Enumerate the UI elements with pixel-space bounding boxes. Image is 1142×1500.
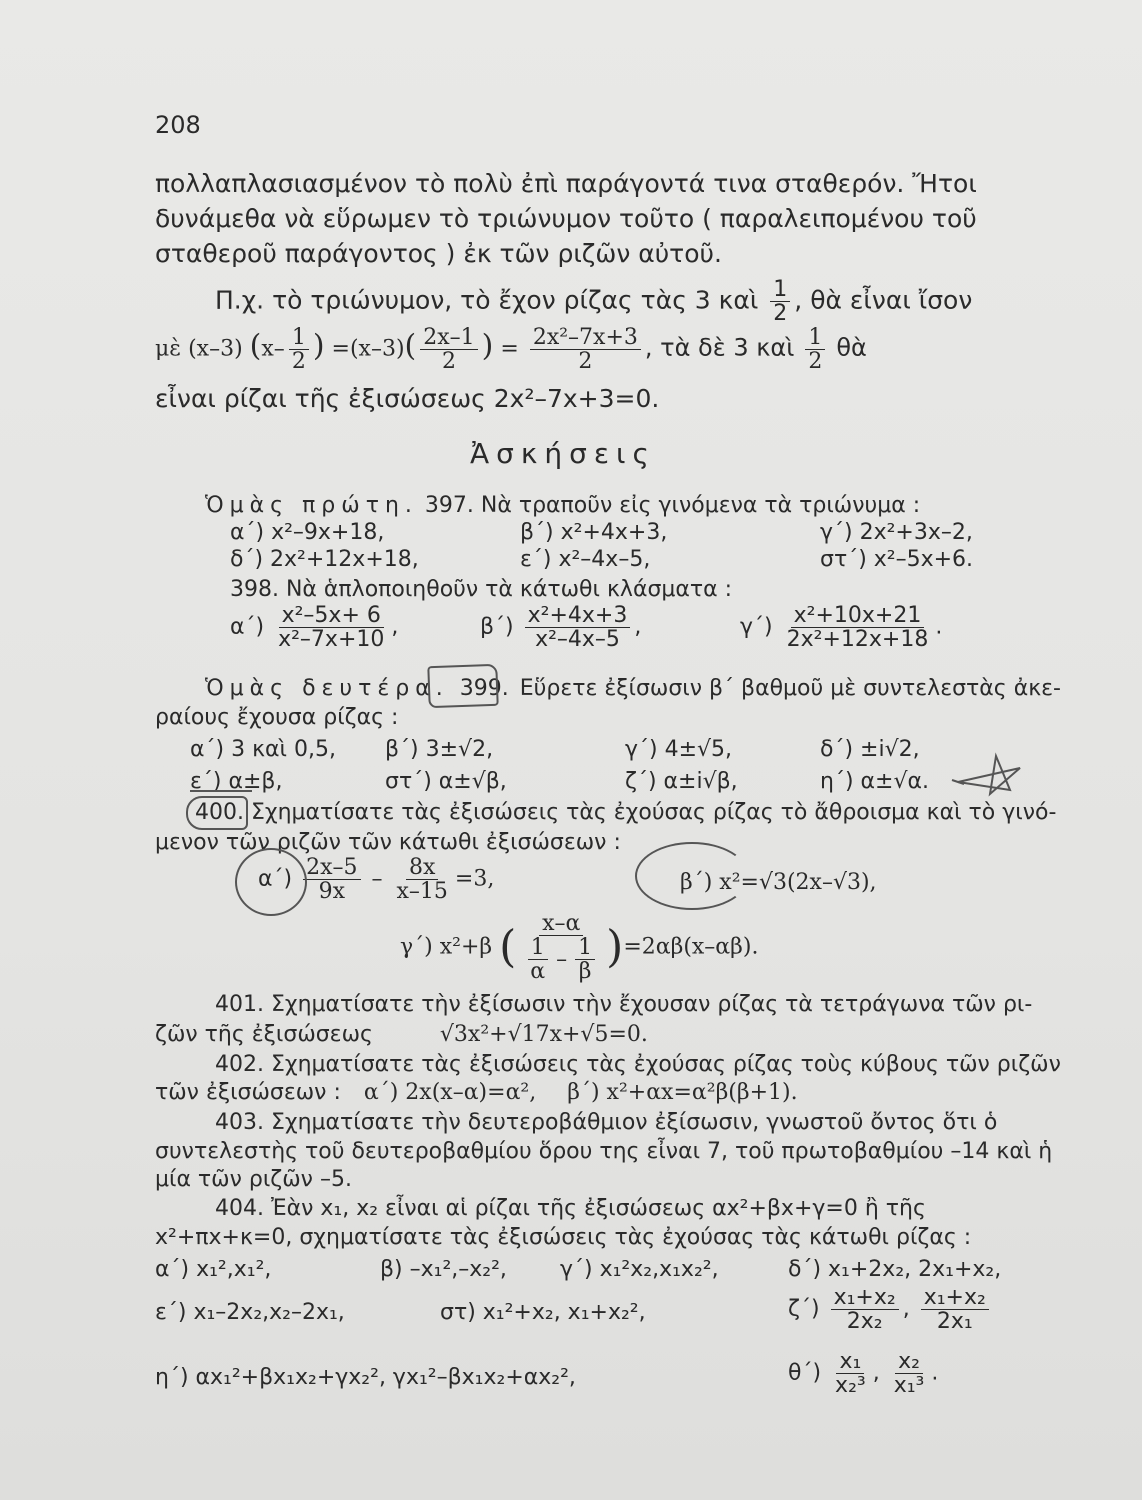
ex397-item: ε΄) x²–4x–5,	[520, 547, 651, 572]
group1-header	[205, 493, 920, 518]
fraction: $\frac{8x}{x-15}$	[396, 855, 448, 905]
example-text: μὲ (x–3)	[155, 336, 243, 362]
minus-sign: –	[556, 947, 568, 973]
ex397-text: 397. Νὰ τραποῦν εἰς γινόμενα τὰ τριώνυμα :	[424, 493, 921, 518]
frac-label: γ΄)	[740, 614, 773, 640]
ex403-line-1: 403. Σχηματίσατε τὴν δευτεροβάθμιον ἐξίσωσιν, γνωστοῦ ὄντος ὅτι ὁ	[215, 1110, 998, 1135]
ex402-text: τῶν ἐξισώσεων :	[155, 1080, 341, 1105]
section-heading: Ἀσκήσεις	[470, 437, 656, 470]
fraction: $\frac{2x-5}{9x}$	[303, 856, 360, 903]
ex399-item: α΄) 3 καὶ 0,5,	[190, 737, 336, 762]
ex404-root: ε΄) x₁–2x₂,x₂–2x₁,	[155, 1300, 345, 1325]
ex400-line-1	[195, 800, 1056, 825]
fraction: $\frac{1}{\alpha}$	[527, 936, 548, 983]
ex399-item: ζ΄) α±i√β,	[625, 769, 738, 794]
ex400-b: β΄) x²=√3(2x–√3),	[680, 870, 877, 895]
eq-end: =3,	[454, 866, 495, 892]
ex402-line-2	[155, 1080, 798, 1105]
fraction-half: $\frac{1}{2}$	[289, 326, 309, 373]
intro-line-1: πολλαπλασιασμένον τὸ πολὺ ἐπὶ παράγοντά τινα σταθερόν. Ἤτοι	[155, 169, 977, 198]
fraction: $\frac{\text{x₁+x₂}}{\text{2x₂}}$	[831, 1286, 899, 1333]
ex404-root: η΄) αx₁²+βx₁x₂+γx₂², γx₁²–βx₁x₂+αx₂²,	[155, 1365, 576, 1390]
ex399-item: η΄) α±√α.	[820, 769, 929, 794]
frac-label: α΄)	[230, 614, 265, 640]
group2-header	[205, 676, 1061, 701]
example-text: =	[500, 336, 519, 362]
example-text: , θὰ εἶναι ἴσον	[794, 285, 973, 315]
ex402-item: β΄) x²+αx=α²β(β+1).	[567, 1080, 798, 1105]
nested-denominator	[520, 936, 602, 983]
ex401-equation: √3x²+√17x+√5=0.	[439, 1022, 648, 1047]
ex397-item: β΄) x²+4x+3,	[520, 520, 668, 545]
pen-star-mark	[950, 750, 1030, 800]
ex403-line-3: μία τῶν ριζῶν –5.	[155, 1167, 352, 1192]
intro-line-2: δυνάμεθα νὰ εὕρωμεν τὸ τριώνυμον τοῦτο ( παραλειπομένου τοῦ	[155, 204, 977, 233]
fraction: $\frac{\text{x²+10x+21}}{\text{2x²+12x+18}}$	[786, 603, 929, 653]
fraction-trinomial: $\frac{\text{2x²–7x+3}}{2}$	[530, 326, 641, 373]
page-number: 208	[155, 111, 201, 139]
minus-sign: –	[371, 866, 383, 892]
ex400-text: Σχηματίσατε τὰς ἐξισώσεις τὰς ἐχούσας ρίζας τὸ ἄθροισμα καὶ τὸ γινό-	[250, 800, 1057, 825]
ex404-root: γ΄) x₁²x₂,x₁x₂²,	[560, 1257, 719, 1282]
fraction: $\frac{1}{\beta}$	[575, 936, 595, 983]
fraction-half: $\frac{1}{2}$	[805, 326, 825, 373]
ex402-item: α΄) 2x(x–α)=α²,	[363, 1080, 537, 1105]
ex401-text: ζῶν τῆς ἐξισώσεως	[155, 1022, 373, 1047]
ex399-item: στ΄) α±√β,	[385, 769, 507, 794]
pen-box-mark	[186, 796, 248, 830]
fraction: $\frac{\text{x²+4x+3}}{\text{x²–4x–5}}$	[525, 604, 631, 651]
ex404-root-z: ζ΄) $\frac{\text{x₁+x₂}}{\text{2x₂}}$ , $\frac{\text{x₁+x₂}}{\text{2x₁}}$	[788, 1286, 993, 1333]
pen-underline-mark	[190, 790, 252, 795]
frac-end: ,	[634, 614, 642, 640]
ex404-root: β) –x₁²,–x₂²,	[380, 1257, 507, 1282]
fraction: $\frac{\text{x₁}}{\text{x₂³}}$	[835, 1349, 866, 1399]
example-line-b: μὲ (x–3) (x– $\frac{1}{2}$ ) =(x–3)( $\frac{2x-1}{2}$ ) = $\frac{\text{2x²–7x+3}}{2}$ , τὰ δὲ 3 καὶ $\frac{1}{2}$ θὰ	[155, 325, 867, 375]
fraction: $\frac{\text{x₁+x₂}}{\text{2x₁}}$	[921, 1286, 989, 1333]
ex399-number: 399.	[459, 676, 509, 701]
ex402-line-1: 402. Σχηματίσατε τὰς ἐξισώσεις τὰς ἐχούσας ρίζας τοὺς κύβους τῶν ριζῶν	[215, 1052, 1061, 1077]
ex400-g: γ΄) x²+β ( x–α $\frac{1}{\alpha}$ – $\frac{1}{\beta}$ )=2αβ(x–αβ).	[400, 911, 759, 985]
fraction: $\frac{\text{x²–5x+ 6}}{\text{x²–7x+10}}$	[278, 603, 385, 653]
ex400-line-2: μενον τῶν ριζῶν τῶν κάτωθι ἐξισώσεων :	[155, 830, 621, 855]
ex397-item: α΄) x²–9x+18,	[230, 520, 385, 545]
intro-line-3: σταθεροῦ παράγοντος ) ἐκ τῶν ριζῶν αὐτοῦ.	[155, 239, 722, 268]
ex399-text: Εὕρετε ἐξίσωσιν β΄ βαθμοῦ μὲ συντελεστὰς ἀκε-	[519, 676, 1061, 701]
ex398-frac-b	[480, 604, 641, 651]
example-text: =(x–3)	[331, 336, 405, 362]
ex403-line-2: συντελεστὴς τοῦ δευτεροβαθμίου ὅρου της εἶναι 7, τοῦ πρωτοβαθμίου –14 καὶ ἡ	[155, 1139, 1053, 1164]
ex401-line-1: 401. Σχηματίσατε τὴν ἐξίσωσιν τὴν ἔχουσαν ρίζας τὰ τετράγωνα τῶν ρι-	[215, 992, 1033, 1017]
ex401-line-2	[155, 1022, 648, 1047]
ex397-item: στ΄) x²–5x+6.	[820, 547, 974, 572]
group1-label: Ὁμὰς πρώτη.	[205, 493, 418, 518]
frac-end: ,	[391, 614, 399, 640]
ex404-root: στ) x₁²+x₂, x₁+x₂²,	[440, 1300, 646, 1325]
ex404-root-th: θ΄) $\frac{\text{x₁}}{\text{x₂³}}$ , $\frac{\text{x₂}}{\text{x₁³}}$ .	[788, 1349, 939, 1399]
ex404-line-1: 404. Ἐὰν x₁, x₂ εἶναι αἱ ρίζαι τῆς ἐξισώσεως αx²+βx+γ=0 ἢ τῆς	[215, 1196, 926, 1221]
eq-end: =2αβ(x–αβ).	[623, 934, 759, 960]
fraction-nested: x–α $\frac{1}{\alpha}$ – $\frac{1}{\beta}$	[520, 912, 602, 983]
ex404-line-2: x²+πx+κ=0, σχηματίσατε τὰς ἐξισώσεις τὰς ἐχούσας τὰς κάτωθι ρίζας :	[155, 1225, 972, 1250]
fraction: $\frac{\text{x₂}}{\text{x₁³}}$	[893, 1349, 925, 1399]
example-line-a	[215, 278, 972, 325]
ex399-text-2: ραίους ἔχουσα ρίζας :	[155, 705, 399, 730]
ex404-root: α΄) x₁²,x₁²,	[155, 1257, 272, 1282]
ex399-item: γ΄) 4±√5,	[625, 737, 733, 762]
frac-label: β΄)	[480, 614, 514, 640]
ex397-item: γ΄) 2x²+3x–2,	[820, 520, 973, 545]
item-label: γ΄) x²+β	[400, 934, 493, 960]
ex398-frac-a	[230, 604, 398, 651]
example-text: x–	[261, 336, 285, 362]
fraction-2x-1: $\frac{2x-1}{2}$	[420, 326, 477, 373]
example-text: θὰ	[836, 333, 867, 362]
fraction-half: $\frac{1}{2}$	[770, 278, 790, 325]
ex399-item: δ΄) ±i√2,	[820, 737, 920, 762]
ex400-number: 400.	[195, 800, 244, 825]
ex404-root: δ΄) x₁+2x₂, 2x₁+x₂,	[788, 1257, 1002, 1282]
group2-label: Ὁμὰς δευτέρα.	[205, 676, 449, 701]
pen-circle-mark	[635, 842, 749, 910]
example-line-c: εἶναι ρίζαι τῆς ἐξισώσεως 2x²–7x+3=0.	[155, 384, 660, 413]
example-text: , τὰ δὲ 3 καὶ	[644, 333, 795, 362]
ex397-item: δ΄) 2x²+12x+18,	[230, 547, 419, 572]
example-text: Π.χ. τὸ τριώνυμον, τὸ ἔχον ρίζας τὰς 3 καὶ	[215, 285, 759, 315]
pen-circle-mark	[235, 848, 307, 916]
item-label: θ΄)	[788, 1360, 822, 1386]
ex398-frac-c	[740, 604, 942, 651]
ex398-text: 398. Νὰ ἁπλοποιηθοῦν τὰ κάτωθι κλάσματα :	[230, 577, 733, 602]
ex399-item: β΄) 3±√2,	[385, 737, 494, 762]
item-label: ζ΄)	[788, 1296, 820, 1322]
item-label: α΄)	[258, 866, 293, 892]
ex399-item: ε΄) α±β,	[190, 769, 283, 794]
pen-box-mark	[427, 664, 498, 708]
frac-end: .	[935, 614, 943, 640]
